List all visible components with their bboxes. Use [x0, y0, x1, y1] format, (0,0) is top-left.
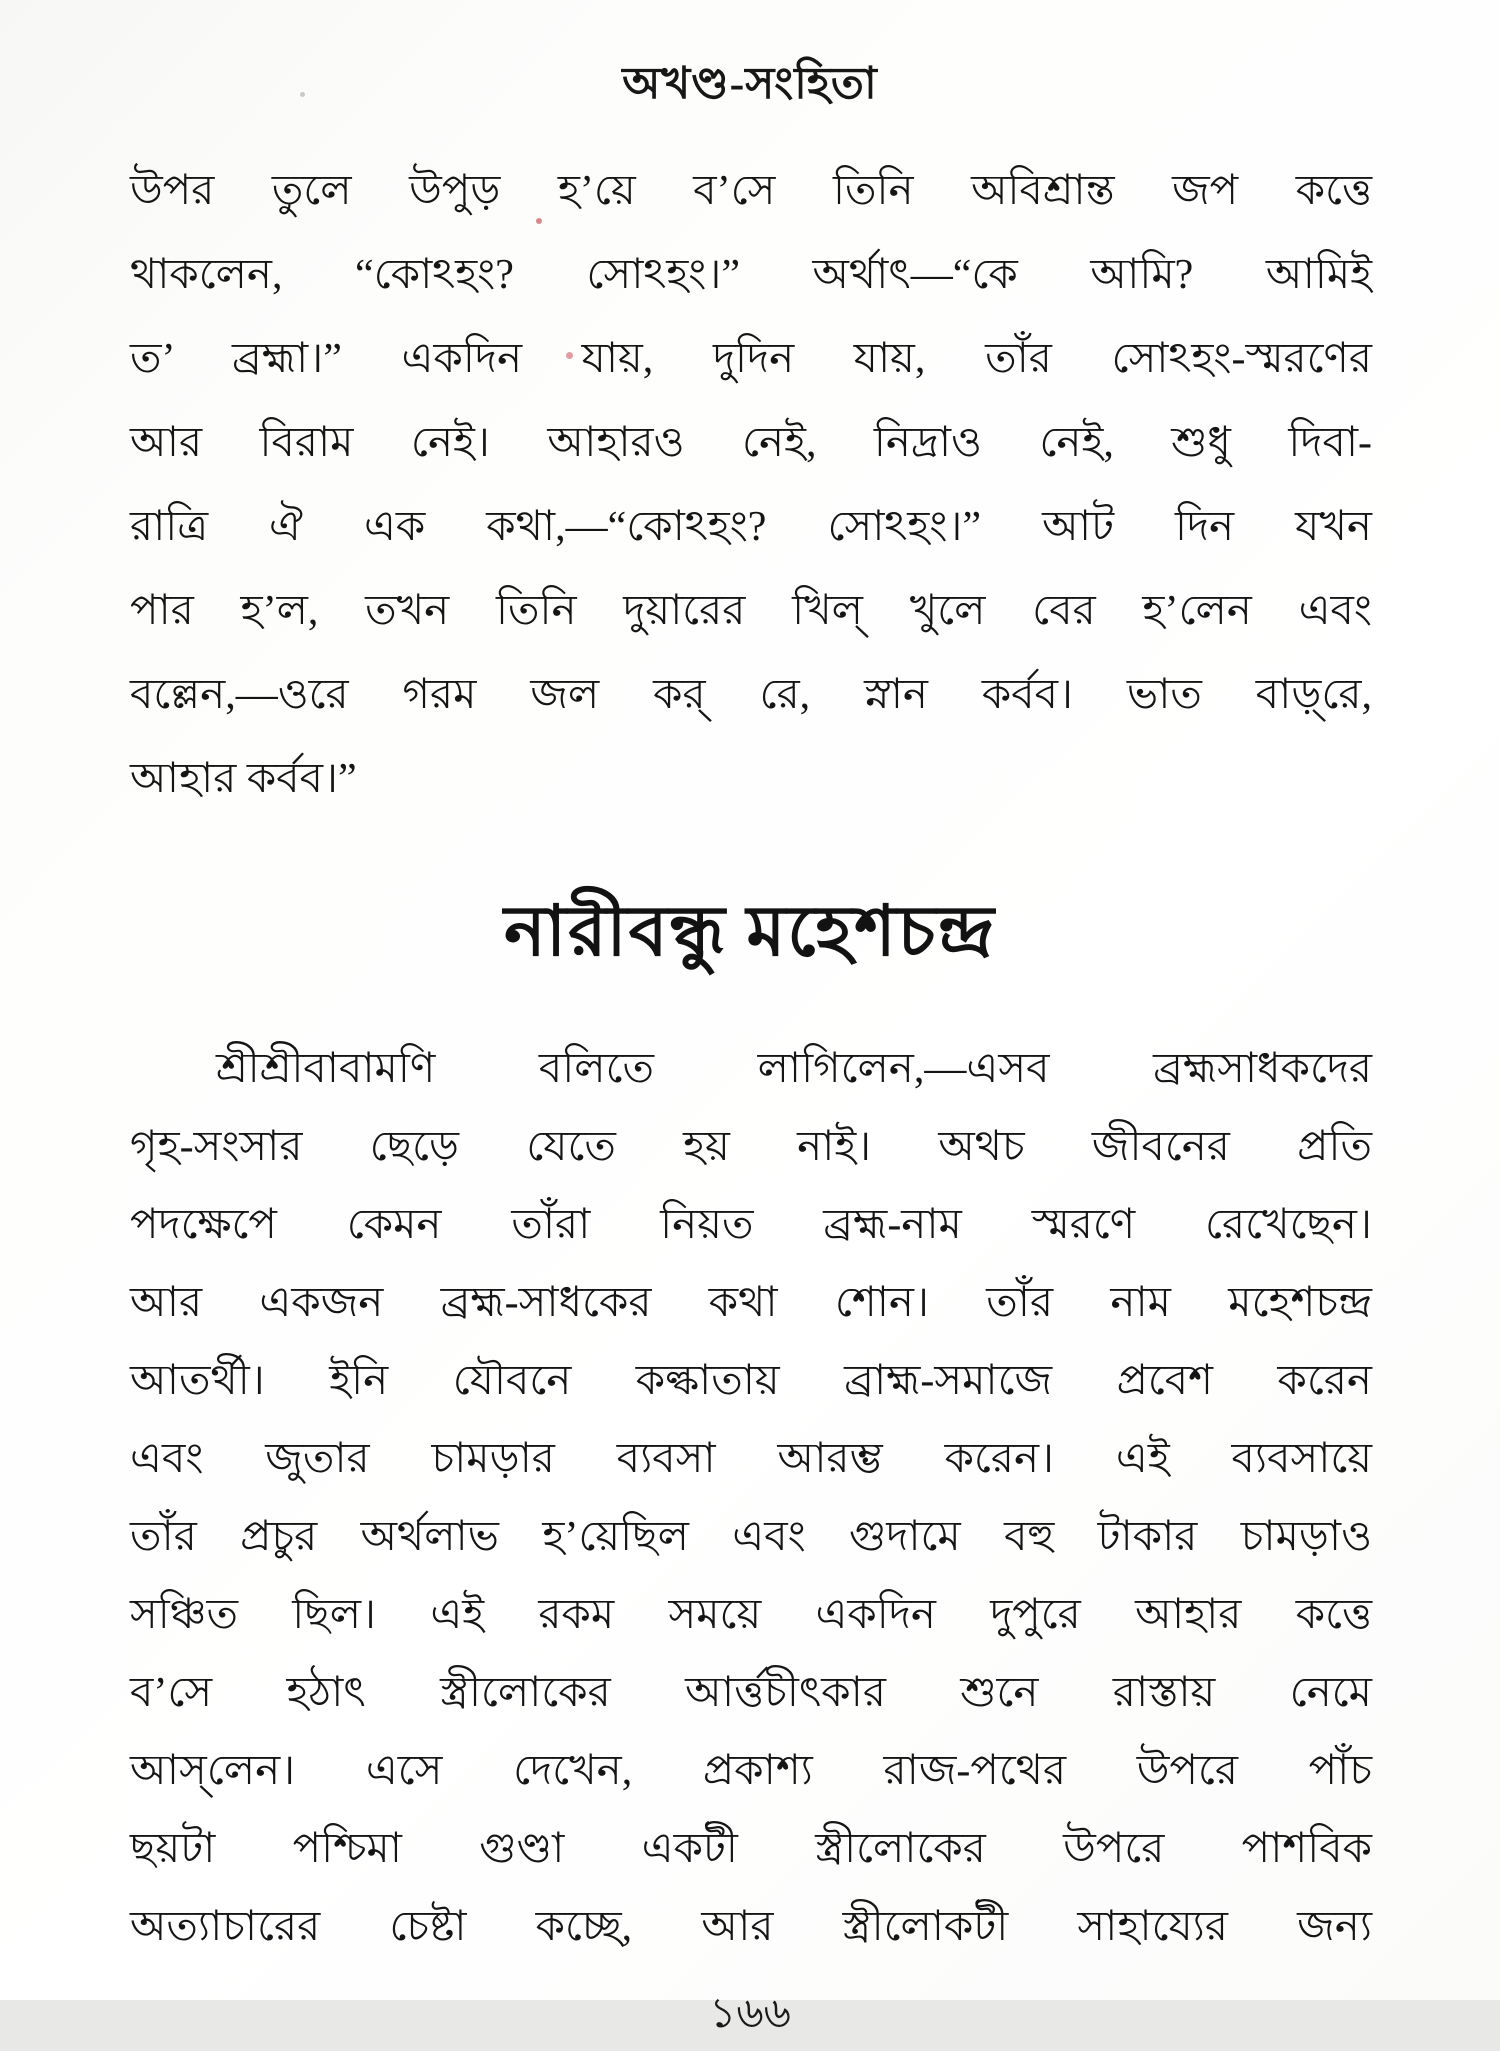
- text-line: আর বিরাম নেই। আহারও নেই, নিদ্রাও নেই, শুধু দিবা-: [130, 420, 1372, 466]
- text-line: শ্রীশ্রীবাবামণি বলিতে লাগিলেন,—এসব ব্রহ্মসাধকদের: [216, 1046, 1372, 1092]
- text-line: আতর্থী। ইনি যৌবনে কল্কাতায় ব্রাহ্ম-সমাজে প্রবেশ করেন: [130, 1358, 1372, 1404]
- text-line: বল্লেন,—ওরে গরম জল কর্ রে, স্নান কর্বব। ভাত বাড়্‌রে,: [130, 672, 1372, 718]
- text-line: পার হ’ল, তখন তিনি দুয়ারের খিল্ খুলে বের হ’লেন এবং: [130, 588, 1372, 634]
- section-heading: নারীবন্ধু মহেশচন্দ্র: [503, 894, 997, 971]
- text-line: ত’ ব্রহ্মা।” একদিন যায়, দুদিন যায়, তাঁর সোঽহং-স্মরণের: [130, 336, 1372, 382]
- page-number: ১৬৬: [709, 1991, 791, 2037]
- paragraph-continued: [130, 149, 1372, 821]
- text-line: তাঁর প্রচুর অর্থলাভ হ’য়েছিল এবং গুদামে বহু টাকার চামড়াও: [130, 1514, 1372, 1560]
- running-head: অখণ্ড-সংহিতা: [622, 59, 878, 108]
- text-line: এবং জুতার চামড়ার ব্যবসা আরম্ভ করেন। এই ব্যবসায়ে: [130, 1436, 1372, 1482]
- text-line: ছয়টা পশ্চিমা গুণ্ডা একটী স্ত্রীলোকের উপরে পাশবিক: [130, 1826, 1372, 1872]
- text-line: রাত্রি ঐ এক কথা,—“কোঽহং? সোঽহং।” আট দিন যখন: [130, 504, 1372, 550]
- text-line: আস্‌লেন। এসে দেখেন, প্রকাশ্য রাজ-পথের উপরে পাঁচ: [130, 1748, 1372, 1794]
- text-line: আর একজন ব্রহ্ম-সাধকের কথা শোন। তাঁর নাম মহেশচন্দ্র: [130, 1280, 1372, 1326]
- text-line: আহার কর্বব।”: [130, 756, 357, 802]
- text-line: গৃহ-সংসার ছেড়ে যেতে হয় নাই। অথচ জীবনের প্রতি: [130, 1124, 1372, 1170]
- text-line: থাকলেন, “কোঽহং? সোঽহং।” অর্থাৎ—“কে আমি? আমিই: [130, 252, 1372, 298]
- text-line: উপর তুলে উপুড় হ’য়ে ব’সে তিনি অবিশ্রান্ত জপ কত্তে: [130, 168, 1373, 214]
- text-line: সঞ্চিত ছিল। এই রকম সময়ে একদিন দুপুরে আহার কত্তে: [130, 1592, 1372, 1638]
- text-line: ব’সে হঠাৎ স্ত্রীলোকের আর্ত্তচীৎকার শুনে রাস্তায় নেমে: [130, 1670, 1372, 1716]
- paragraph-naribandhu: [130, 1030, 1372, 1966]
- text-line: পদক্ষেপে কেমন তাঁরা নিয়ত ব্রহ্ম-নাম স্মরণে রেখেছেন।: [130, 1202, 1372, 1248]
- text-line: অত্যাচারের চেষ্টা কচ্ছে, আর স্ত্রীলোকটী সাহায্যের জন্য: [130, 1904, 1372, 1950]
